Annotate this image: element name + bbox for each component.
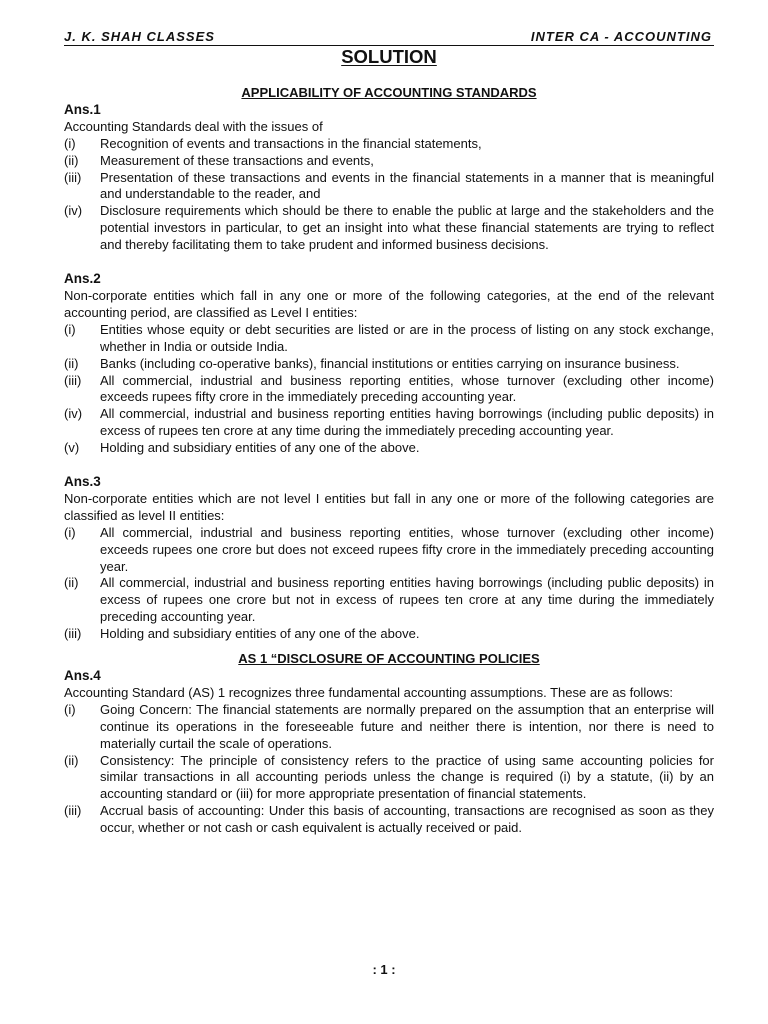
answer-3-list	[64, 525, 714, 643]
answer-label-2: Ans.2	[64, 271, 101, 287]
list-item: (iii) Accrual basis of accounting: Under this basis of accounting, transactions are recognised as soon as they occur, whether or not cash or cash equivalent is actually received or paid.	[64, 803, 714, 836]
section-heading-applicability: APPLICABILITY OF ACCOUNTING STANDARDS	[241, 85, 537, 100]
list-item: (iii) All commercial, industrial and business reporting entities, whose turnover (excluding other income) exceeds rupees fifty crore in the immediately preceding accounting year.	[64, 372, 714, 405]
list-item: (i) Recognition of events and transactions in the financial statements,	[64, 135, 482, 151]
list-item: (iii) Presentation of these transactions and events in the financial statements in a manner that is meaningful and understandable to the reader, and	[64, 169, 714, 202]
answer-4-list	[64, 702, 714, 837]
answer-1-list	[64, 136, 714, 254]
document-body	[64, 85, 714, 837]
list-item: (iv) All commercial, industrial and business reporting entities having borrowings (including public deposits) in excess of rupees ten crore at any time during the immediately preceding accounting year.	[64, 406, 714, 439]
answer-label-4: Ans.4	[64, 668, 101, 683]
answer-4-intro: Accounting Standard (AS) 1 recognizes three fundamental accounting assumptions. These are as follows:	[64, 684, 673, 700]
answer-2-intro: Non-corporate entities which fall in any one or more of the following categories, at the end of the relevant accounting period, are classified as Level I entities:	[64, 287, 714, 320]
page-title: SOLUTION	[341, 46, 437, 67]
list-item: (iv) Disclosure requirements which should be there to enable the public at large and the stakeholders and the potential investors in particular, to get an insight into what these financial statements are trying to reflect and thereby facilitating them to take prudent and informed business decisions.	[64, 203, 714, 253]
list-item: (ii) Measurement of these transactions and events,	[64, 152, 374, 168]
page-header	[64, 29, 714, 46]
list-item: (i) Going Concern: The financial statements are normally prepared on the assumption that an enterprise will continue its operations in the foreseeable future and neither there is intention, nor there is need to materially curtail the scale of operations.	[64, 701, 714, 751]
list-item: (ii) Consistency: The principle of consistency refers to the practice of using same accounting policies for similar transactions in all accounting periods unless the change is required (i) by a statute, (ii) by an accounting standard or (iii) for more appropriate presentation of financial statements.	[64, 752, 714, 802]
answer-1-intro: Accounting Standards deal with the issues of	[64, 118, 323, 134]
header-institute: J. K. SHAH CLASSES	[64, 29, 215, 44]
answer-2-list	[64, 322, 714, 457]
list-item: (i) All commercial, industrial and business reporting entities, whose turnover (excluding other income) exceeds rupees one crore but does not exceed rupees fifty crore in the immediately preceding accounting year.	[64, 524, 714, 574]
list-item: (i) Entities whose equity or debt securities are listed or are in the process of listing on any stock exchange, whether in India or outside India.	[64, 321, 714, 354]
list-item: (ii) Banks (including co-operative banks), financial institutions or entities carrying on insurance business.	[64, 355, 680, 371]
answer-label-3: Ans.3	[64, 474, 101, 490]
answer-label-1: Ans.1	[64, 101, 101, 117]
page-number: : 1 :	[372, 962, 396, 977]
answer-3-intro: Non-corporate entities which are not level I entities but fall in any one or more of the following categories are classified as level II entities:	[64, 490, 714, 523]
list-item: (iii) Holding and subsidiary entities of any one of the above.	[64, 626, 420, 642]
list-item: (ii) All commercial, industrial and business reporting entities having borrowings (including public deposits) in excess of rupees one crore but not in excess of rupees ten crore at any time during the immediately preceding accounting year.	[64, 575, 714, 625]
section-heading-as1: AS 1 “DISCLOSURE OF ACCOUNTING POLICIES	[238, 651, 540, 667]
header-course: INTER CA - ACCOUNTING	[530, 29, 712, 44]
list-item: (v) Holding and subsidiary entities of any one of the above.	[64, 440, 420, 456]
